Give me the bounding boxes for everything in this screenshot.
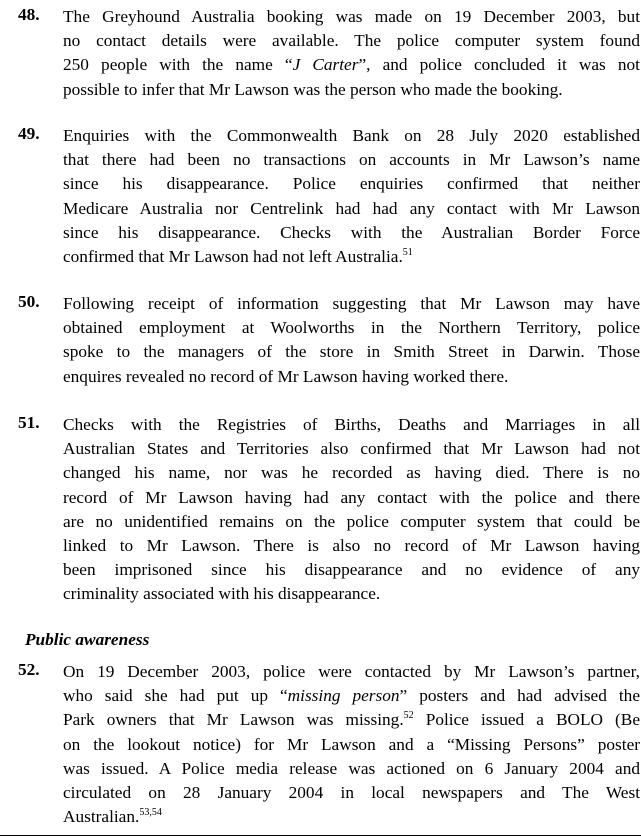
text-line: changed his name, nor was he recorded as having died. There is no — [63, 463, 640, 483]
text-line: possible to infer that Mr Lawson was the person who made the booking. — [63, 79, 563, 99]
text-line: since his disappearance. Checks with the Australian Border Force — [63, 222, 640, 242]
paragraph-48 — [18, 5, 640, 102]
text-line — [63, 245, 640, 269]
paragraph-text — [63, 660, 640, 829]
text-line — [63, 708, 640, 732]
line-text: who said she had put up “ — [63, 686, 288, 706]
text-line: spoke to the managers of the store in Smith Street in Darwin. Those — [63, 342, 640, 362]
italic-phrase: missing person — [287, 686, 400, 706]
paragraph-number: 51. — [18, 413, 40, 432]
text-line: Following receipt of information suggesting that Mr Lawson may have — [63, 294, 640, 313]
footnote-ref: 53,54 — [139, 807, 162, 819]
section-heading: Public awareness — [25, 630, 150, 649]
paragraph-number: 48. — [18, 5, 40, 24]
text-line: been imprisoned since his disappearance and no evidence of any — [63, 560, 640, 580]
text-line: Enquiries with the Commonwealth Bank on 28 July 2020 established — [63, 126, 640, 145]
text-line: The Greyhound Australia booking was made on 19 December 2003, but — [63, 7, 640, 26]
text-line: Checks with the Registries of Births, Deaths and Marriages in all — [63, 415, 640, 434]
paragraph-text — [63, 5, 640, 102]
text-line: no contact details were available. The police computer system found — [63, 31, 640, 51]
paragraph-number: 52. — [18, 660, 40, 679]
text-line: since his disappearance. Police enquiries confirmed that neither — [63, 174, 640, 194]
text-line: enquires revealed no record of Mr Lawson having worked there. — [63, 366, 509, 386]
text-line — [63, 805, 640, 829]
paragraph-number: 49. — [18, 124, 40, 143]
text-line: criminality associated with his disappearance. — [63, 584, 381, 604]
paragraph-51 — [18, 413, 640, 607]
footer-rule — [0, 835, 641, 836]
paragraph-text — [63, 124, 640, 269]
paragraph-49 — [18, 124, 640, 269]
paragraph-52 — [18, 660, 640, 829]
line-text: Australian. — [63, 807, 140, 827]
text-line: Australian States and Territories also confirmed that Mr Lawson had not — [63, 439, 640, 459]
text-line: linked to Mr Lawson. There is also no record of Mr Lawson having — [63, 536, 640, 556]
text-line: record of Mr Lawson having had any contact with the police and there — [63, 487, 640, 507]
text-line: obtained employment at Woolworths in the Northern Territory, police — [63, 318, 640, 338]
paragraph-text — [63, 292, 640, 389]
line-text: Police issued a BOLO (Be — [413, 710, 640, 730]
text-line: 250 people with the name “J Carter”, and police concluded it was not — [63, 55, 640, 75]
italic-name: J Carter — [292, 55, 359, 75]
text-line: was issued. A Police media release was actioned on 6 January 2004 and — [63, 758, 640, 778]
footnote-ref: 51 — [402, 247, 413, 259]
text-line — [63, 684, 640, 708]
paragraph-text — [63, 413, 640, 607]
text-line: that there had been no transactions on accounts in Mr Lawson’s name — [63, 150, 640, 170]
text-line: circulated on 28 January 2004 in local newspapers and The West — [63, 783, 640, 803]
line-text: confirmed that Mr Lawson had not left Australia. — [63, 247, 403, 267]
line-text: Park owners that Mr Lawson was missing. — [63, 710, 404, 730]
text-line: Medicare Australia nor Centrelink had had any contact with Mr Lawson — [63, 198, 640, 218]
line-text: ” posters and had advised the — [399, 686, 640, 706]
footnote-ref: 52 — [403, 710, 414, 722]
text-line: On 19 December 2003, police were contacted by Mr Lawson’s partner, — [63, 662, 640, 681]
text-line: are no unidentified remains on the police computer system that could be — [63, 511, 640, 531]
paragraph-50 — [18, 292, 640, 389]
paragraph-number: 50. — [18, 292, 40, 311]
text-line: on the lookout notice) for Mr Lawson and a “Missing Persons” poster — [63, 734, 640, 754]
